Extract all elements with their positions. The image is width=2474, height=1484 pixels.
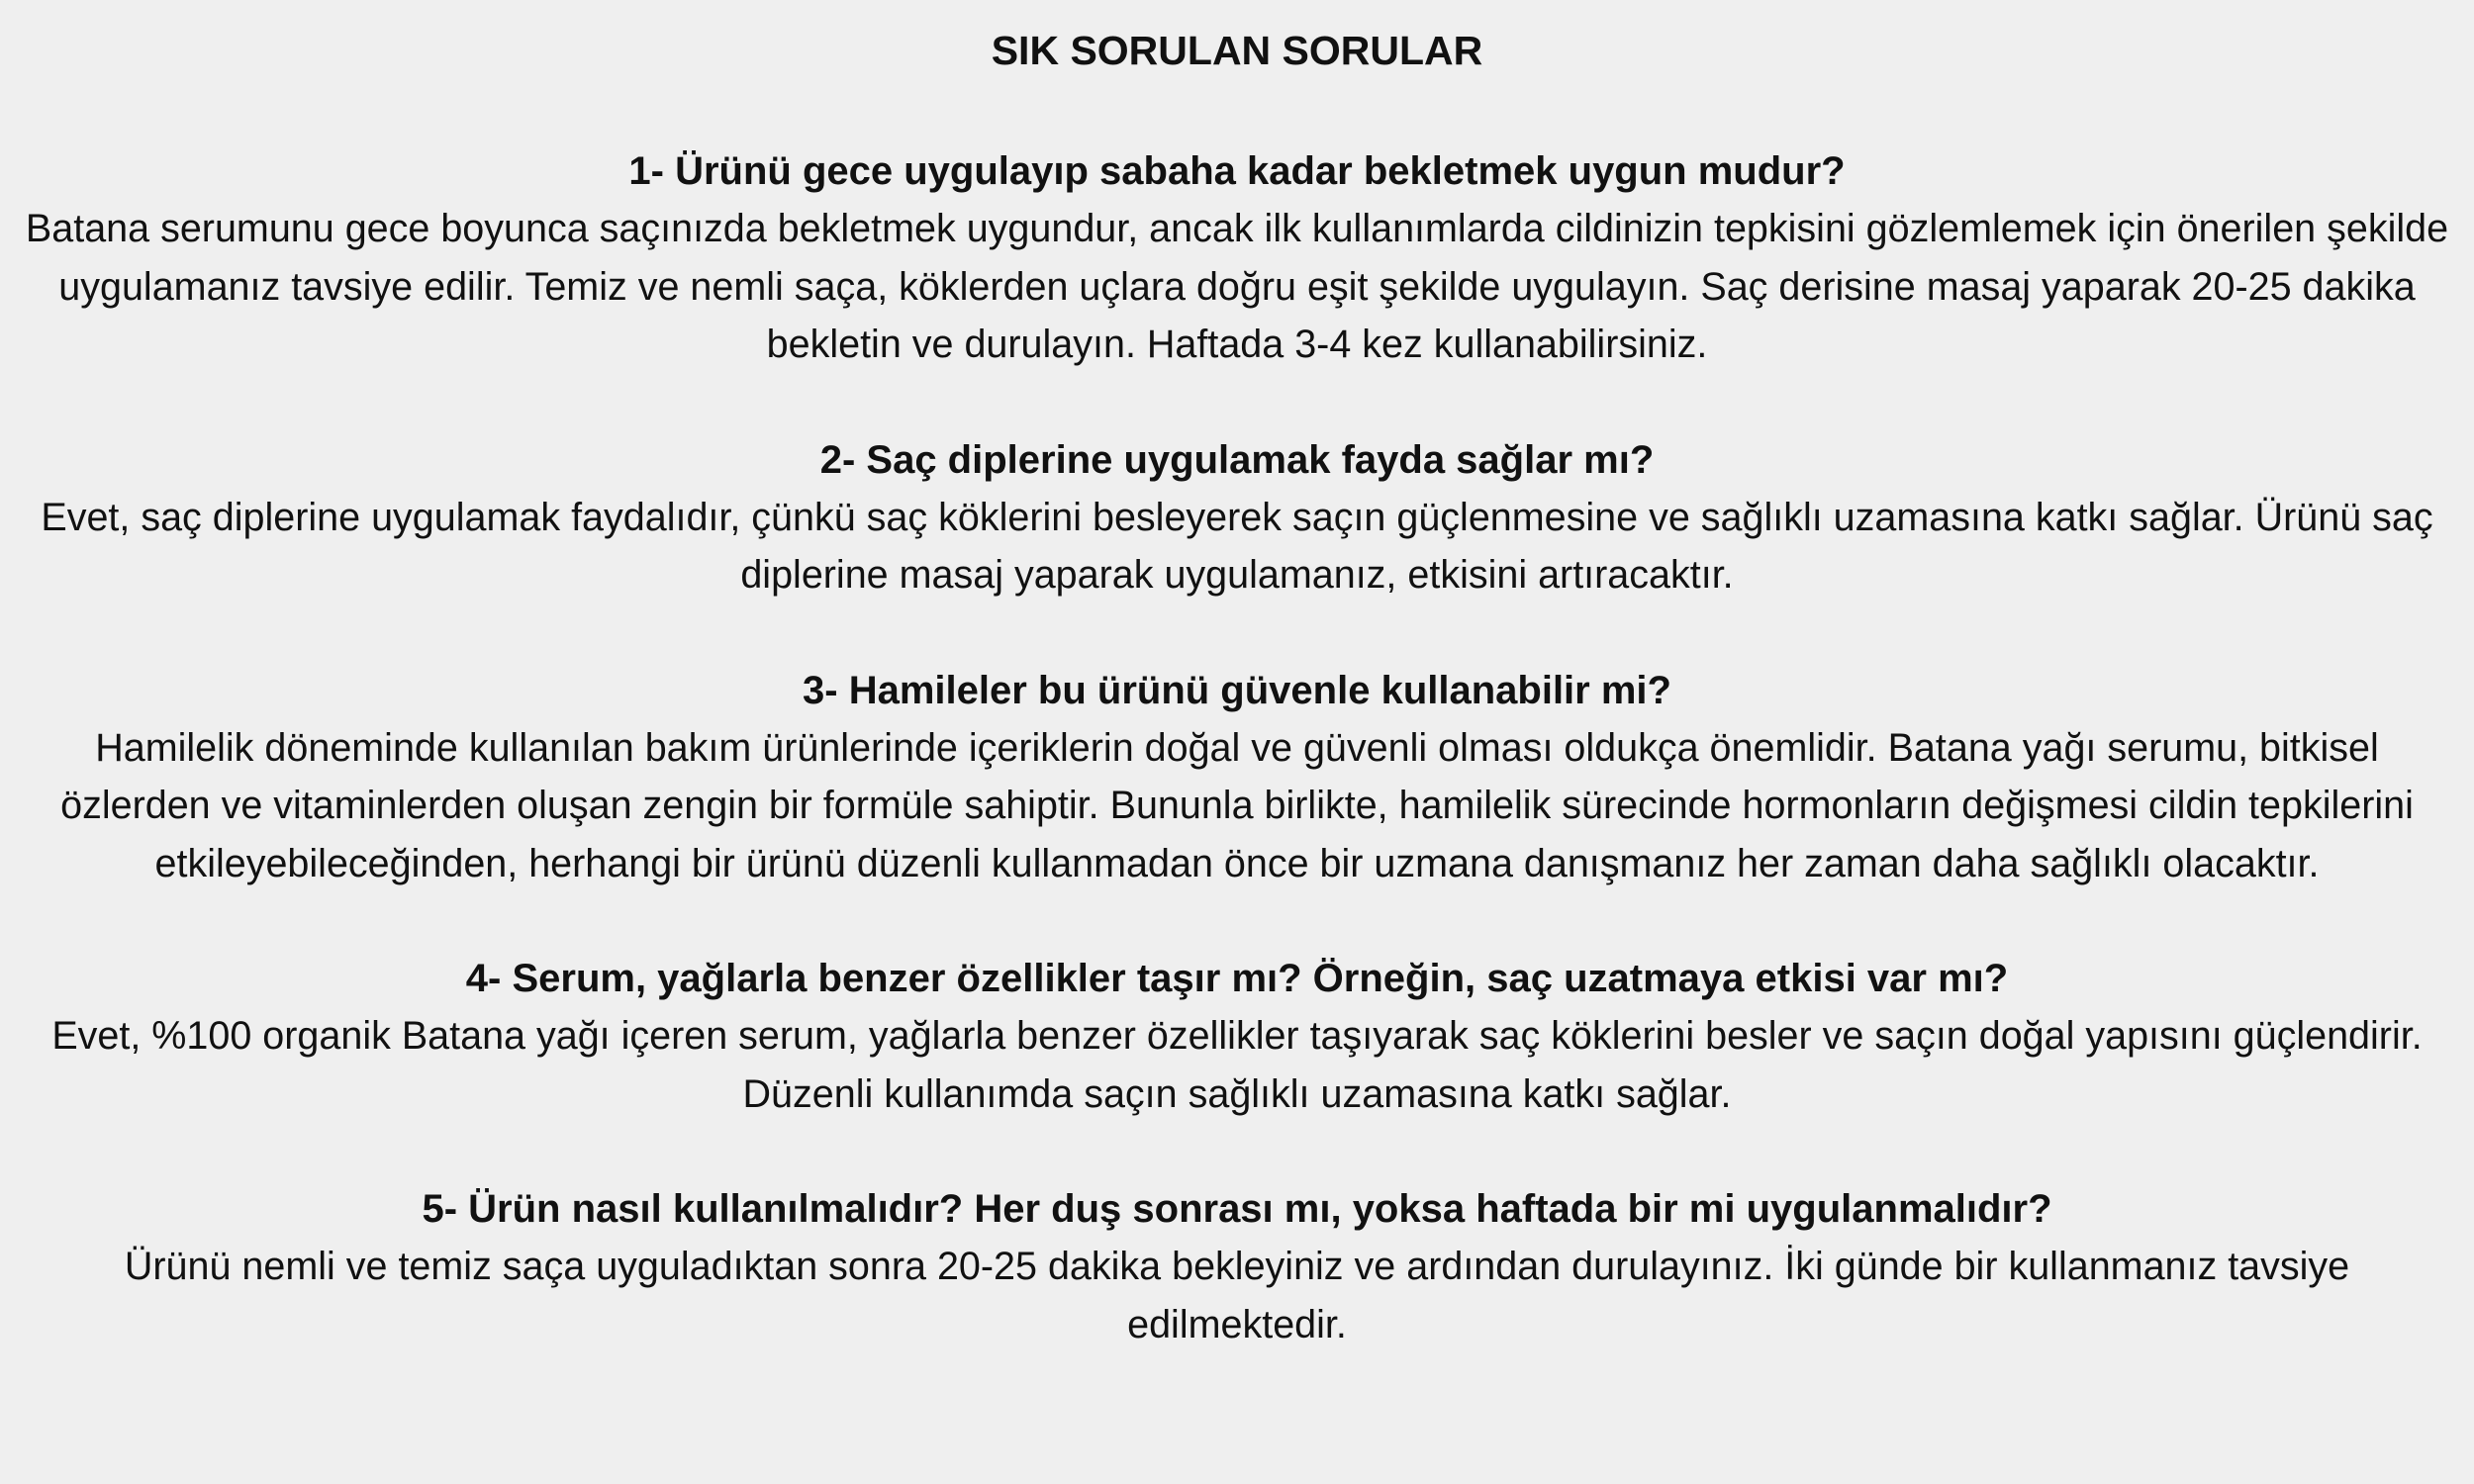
faq-answer-5: Ürünü nemli ve temiz saça uyguladıktan sonra 20-25 dakika bekleyiniz ve ardından durulayınız. İki günde bir kullanmanız tavsiye edilmektedir. <box>124 1245 2350 1346</box>
faq-question-4: 4- Serum, yağlarla benzer özellikler taşır mı? Örneğin, saç uzatmaya etkisi var mı? <box>465 957 2009 1000</box>
faq-answer-2: Evet, saç diplerine uygulamak faydalıdır, çünkü saç köklerini besleyerek saçın güçlenmesine ve sağlıklı uzamasına katkı sağlar. Ürünü saç diplerine masaj yaparak uygulamanız, etkisini artıracaktır. <box>41 495 2433 597</box>
page-title: SIK SORULAN SORULAR <box>991 28 1483 73</box>
faq-question-5: 5- Ürün nasıl kullanılmalıdır? Her duş sonrası mı, yoksa haftada bir mi uygulanmalıdır? <box>422 1187 2052 1231</box>
faq-item-4 <box>20 950 2454 1123</box>
faq-item-3 <box>20 662 2454 893</box>
faq-answer-3: Hamilelik döneminde kullanılan bakım ürünlerinde içeriklerin doğal ve güvenli olması oldukça önemlidir. Batana yağı serumu, bitkisel özlerden ve vitaminlerden oluşan zengin bir formüle sahiptir. Bununla birlikte, hamilelik sürecinde hormonların değişmesi cildin tepkilerini etkileyebileceğinden, herhangi bir ürünü düzenli kullanmadan önce bir uzmana danışmanız her zaman daha sağlıklı olacaktır. <box>60 725 2414 885</box>
faq-item-1 <box>20 142 2454 374</box>
faq-item-5 <box>20 1180 2454 1353</box>
faq-question-2: 2- Saç diplerine uygulamak fayda sağlar mı? <box>819 437 1655 482</box>
faq-answer-1: Batana serumunu gece boyunca saçınızda bekletmek uygundur, ancak ilk kullanımlarda cildinizin tepkisini gözlemlemek için önerilen şekilde uygulamanız tavsiye edilir. Temiz ve nemli saça, köklerden uçlara doğru eşit şekilde uygulayın. Saç derisine masaj yaparak 20-25 dakika bekletin ve durulayın. Haftada 3-4 kez kullanabilirsiniz. <box>25 207 2449 366</box>
faq-answer-4: Evet, %100 organik Batana yağı içeren serum, yağlarla benzer özellikler taşıyarak saç köklerini besler ve saçın doğal yapısını güçlendirir. Düzenli kullanımda saçın sağlıklı uzamasına katkı sağlar. <box>51 1014 2423 1116</box>
faq-question-1: 1- Ürünü gece uygulayıp sabaha kadar bekletmek uygun mudur? <box>628 149 1846 193</box>
faq-question-3: 3- Hamileler bu ürünü güvenle kullanabilir mi? <box>803 668 1671 712</box>
faq-item-2 <box>20 431 2454 604</box>
faq-list <box>20 142 2454 1353</box>
